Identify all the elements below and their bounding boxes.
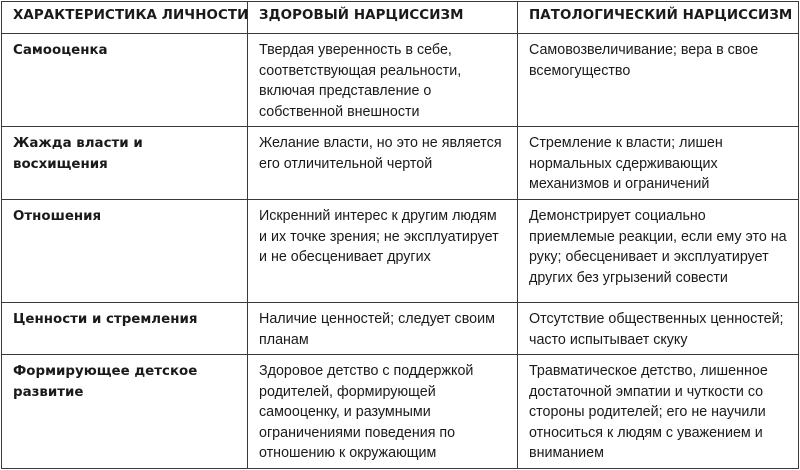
table-row [2,200,799,303]
trait-cell: Отношения [2,200,248,303]
header-row [2,2,799,34]
trait-cell: Самооценка [2,34,248,127]
trait-cell: Формирующее детское развитие [2,355,248,469]
healthy-cell: Наличие ценностей; следует своим планам [248,303,518,355]
healthy-cell: Твердая уверенность в себе, соответствующая реальности, включая представление о собственной внешности [248,34,518,127]
table-row [2,127,799,200]
table-row [2,355,799,469]
trait-cell: Жажда власти и восхищения [2,127,248,200]
healthy-cell: Здоровое детство с поддержкой родителей, формирующей самооценку, и разумными ограничениями поведения по отношению к окружающим [248,355,518,469]
pathological-cell: Стремление к власти; лишен нормальных сдерживающих механизмов и ограничений [518,127,799,200]
healthy-cell: Желание власти, но это не является его отличительной чертой [248,127,518,200]
header-personality-trait: ХАРАКТЕРИСТИКА ЛИЧНОСТИ [2,2,248,34]
pathological-cell: Отсутствие общественных ценностей; часто испытывает скуку [518,303,799,355]
header-healthy-narcissism: ЗДОРОВЫЙ НАРЦИССИЗМ [248,2,518,34]
table-row [2,303,799,355]
pathological-cell: Травматическое детство, лишенное достаточной эмпатии и чуткости со стороны родителей; его не научили относиться к людям с уважением и вниманием [518,355,799,469]
pathological-cell: Демонстрирует социально приемлемые реакции, если ему это на руку; обесценивает и эксплуатирует других без угрызений совести [518,200,799,303]
pathological-cell: Самовозвеличивание; вера в свое всемогущество [518,34,799,127]
narcissism-comparison-table [1,1,799,469]
table-row [2,34,799,127]
trait-cell: Ценности и стремления [2,303,248,355]
healthy-cell: Искренний интерес к другим людям и их точке зрения; не эксплуатирует и не обесценивает других [248,200,518,303]
header-pathological-narcissism: ПАТОЛОГИЧЕСКИЙ НАРЦИССИЗМ [518,2,799,34]
